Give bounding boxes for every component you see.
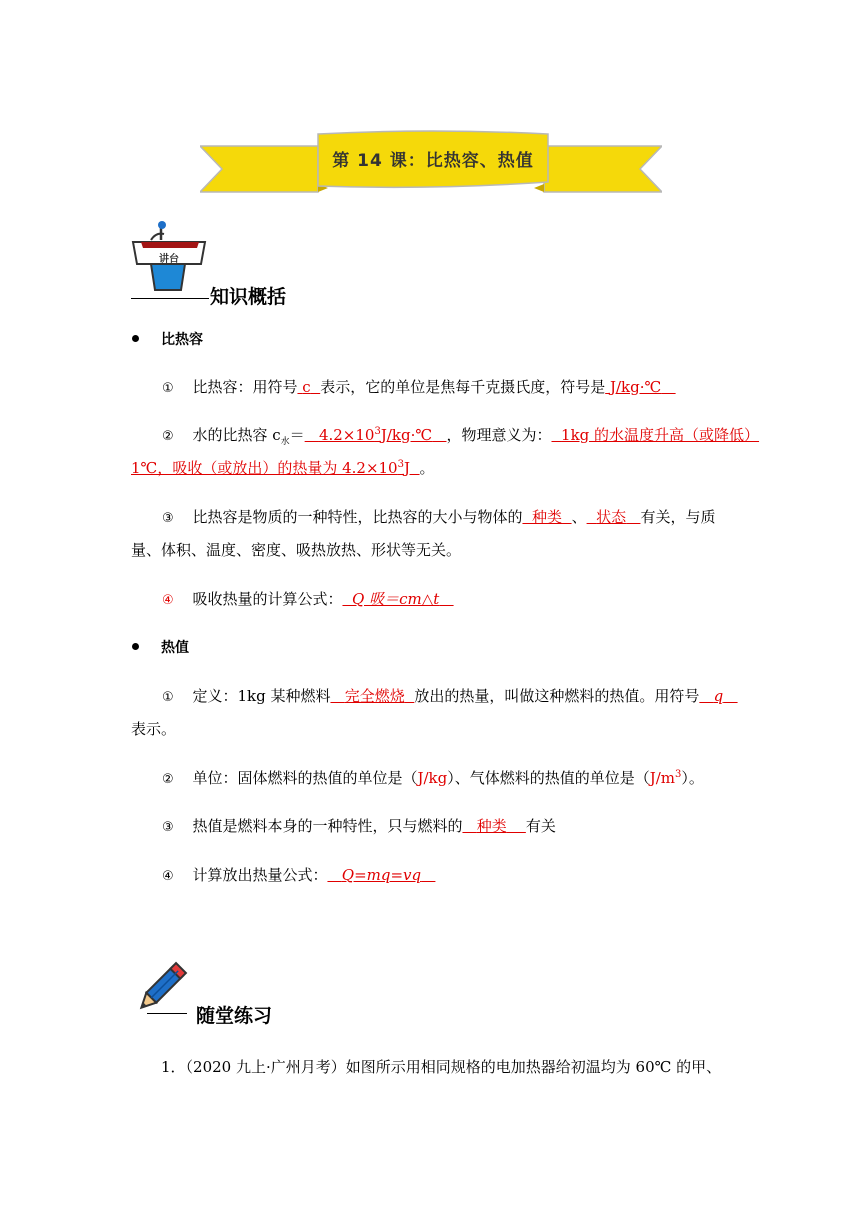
static-text: 有关，与质	[640, 508, 716, 526]
lectern-label: 讲台	[159, 254, 179, 265]
answer-blank: 种类	[532, 508, 563, 526]
item-number: ③	[162, 820, 174, 835]
specific-heat-item-3	[162, 507, 715, 529]
specific-heat-heading: 比热容	[161, 332, 203, 348]
answer-blank: Q 吸＝cm△t	[352, 590, 440, 608]
static-text: ）。	[681, 769, 704, 787]
specific-heat-item-1	[162, 377, 676, 399]
pencil-icon	[136, 958, 192, 1012]
answer-blank: 完全燃烧	[344, 687, 405, 705]
item-number: ①	[162, 381, 174, 396]
specific-heat-item-4	[162, 589, 454, 611]
bullet-dot	[132, 643, 139, 650]
item-number: ①	[162, 690, 174, 705]
section1-title: 知识概括	[210, 286, 287, 308]
section2-underline	[147, 1013, 187, 1014]
static-text: 放出的热量，叫做这种燃料的热值。用符号	[414, 687, 700, 705]
banner-title: 第 14 课：比热容、热值	[332, 151, 534, 171]
static-text: 、	[571, 508, 587, 526]
static-text: 吸收热量的计算公式：	[192, 590, 343, 608]
static-text: 热值是燃料本身的一种特性，只与燃料的	[192, 817, 463, 835]
item-number: ②	[162, 772, 174, 787]
specific-heat-item-2-cont	[131, 458, 435, 478]
answer-blank: J/kg·℃	[609, 378, 662, 396]
section1-underline	[131, 298, 209, 299]
static-text: 比热容是物质的一种特性，比热容的大小与物体的	[192, 508, 523, 526]
answer-blank: 1℃，吸收（或放出）的热量为 $4.2\times 10^3J$	[131, 459, 410, 477]
heat-value-item-2	[162, 768, 704, 790]
answer-blank: 状态	[596, 508, 627, 526]
heat-value-item-1	[162, 686, 738, 708]
answer-blank: 种类	[476, 817, 507, 835]
item-number: ④	[162, 869, 174, 884]
section2-title: 随堂练习	[196, 1005, 273, 1027]
question-1: 1．（2020 九上·广州月考）如图所示用相同规格的电加热器给初温均为 60℃ 的甲、	[161, 1058, 722, 1076]
bullet-dot	[132, 335, 139, 342]
heat-value-heading: 热值	[161, 640, 189, 656]
static-text: 有关	[525, 817, 556, 835]
specific-heat-item-2	[162, 425, 759, 447]
answer-text: J/kg	[417, 769, 448, 787]
static-text: ，物理意义为：	[446, 426, 552, 444]
title-banner	[200, 128, 662, 198]
answer-blank: Q=mq=vq	[341, 866, 422, 884]
static-text: 定义：1kg 某种燃料	[192, 687, 331, 705]
static-text: 比热容：用符号	[192, 378, 298, 396]
answer-blank: c	[302, 378, 311, 396]
answer-blank: $4.2\times 10^3J/kg\cdot℃$	[318, 426, 433, 444]
answer-blank: q	[713, 687, 724, 705]
static-text: ）、气体燃料的热值的单位是（	[447, 769, 650, 787]
static-text: 水的比热容 $c_水=$	[192, 426, 305, 447]
static-text: 。	[419, 459, 435, 477]
item-number: ②	[162, 429, 174, 444]
heat-value-item-4	[162, 865, 435, 887]
heat-value-item-1-cont: 表示。	[131, 720, 177, 738]
static-text: 计算放出热量公式：	[192, 866, 328, 884]
answer-blank: 1kg 的水温度升高（或降低）	[561, 426, 760, 444]
lectern-icon	[131, 220, 211, 292]
heat-value-item-3	[162, 816, 556, 838]
item-number: ③	[162, 511, 174, 526]
answer-text: $J/m^3$	[649, 769, 682, 787]
static-text: 表示，它的单位是焦每千克摄氏度，符号是	[320, 378, 606, 396]
static-text: 单位：固体燃料的热值的单位是（	[192, 769, 418, 787]
specific-heat-item-3-cont: 量、体积、温度、密度、吸热放热、形状等无关。	[131, 541, 462, 559]
item-number: ④	[162, 593, 174, 608]
